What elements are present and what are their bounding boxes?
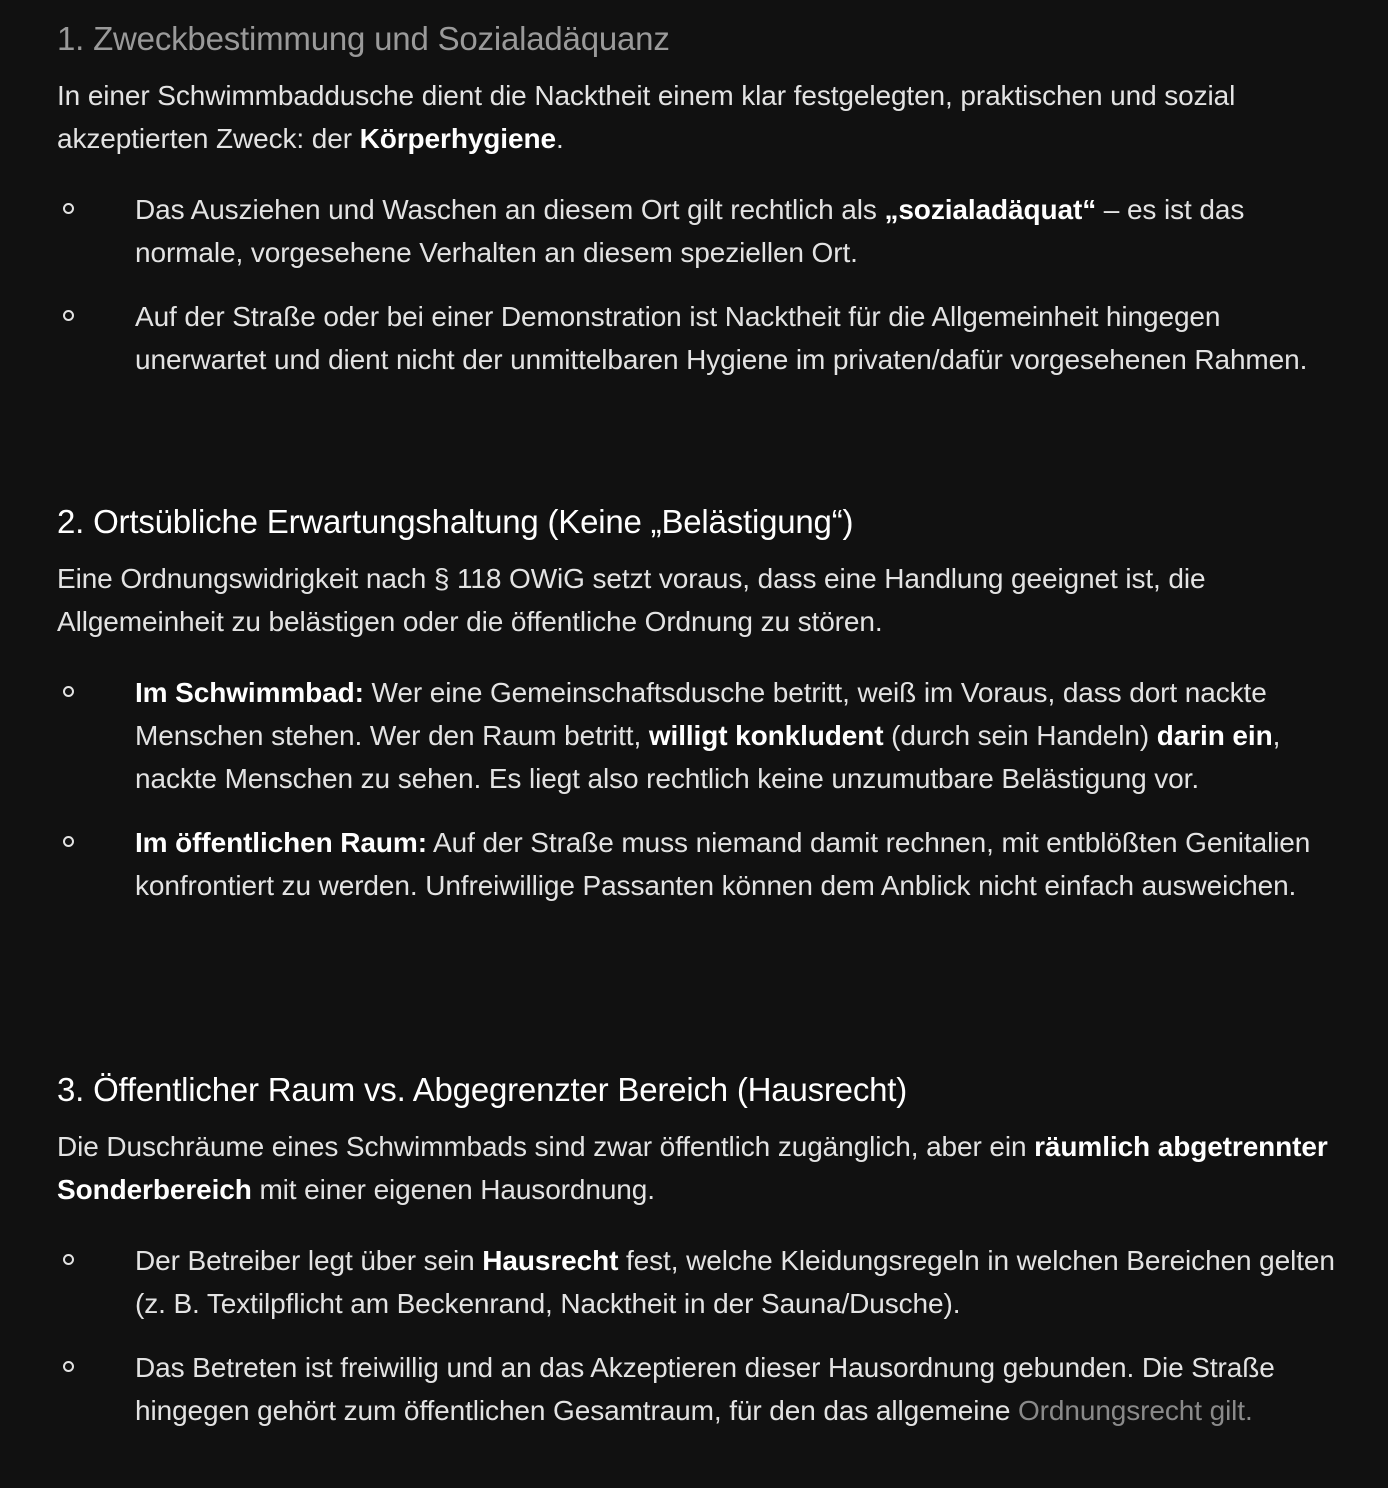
item-text: Der Betreiber legt über sein: [135, 1245, 483, 1276]
section-intro: [57, 557, 1347, 643]
item-bold: Hausrecht: [482, 1245, 619, 1276]
hollow-circle-bullet-icon: [63, 1361, 74, 1372]
section-zweckbestimmung: [57, 17, 1347, 381]
intro-bold: Körperhygiene: [359, 123, 556, 154]
bullet-list: [57, 671, 1347, 907]
intro-text: Die Duschräume eines Schwimmbads sind zwar öffentlich zugänglich, aber ein: [57, 1131, 1035, 1162]
section-intro: [57, 74, 1347, 160]
intro-text-end: mit einer eigenen Hausordnung.: [251, 1174, 655, 1205]
intro-text-end: .: [555, 123, 564, 154]
item-bold: darin ein: [1156, 720, 1273, 751]
item-bold: Im öffentlichen Raum:: [135, 827, 427, 858]
section-erwartungshaltung: [57, 500, 1347, 907]
item-text: , nackte Menschen zu sehen. Es liegt also rechtlich keine unzumutbare Belästigung vor.: [135, 720, 1281, 794]
item-text: – es ist das normale, vorgesehene Verhalten an diesem speziellen Ort.: [135, 194, 1245, 268]
hollow-circle-bullet-icon: [63, 836, 74, 847]
bullet-list: [57, 1239, 1347, 1432]
bullet-list: [57, 188, 1347, 381]
item-text: fest, welche Kleidungsregeln in welchen Bereichen gelten (z. B. Textilpflicht am Beckenrand, Nacktheit in der Sauna/Dusche).: [135, 1245, 1335, 1319]
intro-text: Eine Ordnungswidrigkeit nach § 118 OWiG setzt voraus, dass eine Handlung geeignet ist, die Allgemeinheit zu belästigen oder die öffentliche Ordnung zu stören.: [57, 563, 1206, 637]
item-text: (durch sein Handeln): [883, 720, 1157, 751]
item-bold: willigt konkludent: [648, 720, 884, 751]
item-bold: „sozialadäquat“: [884, 194, 1097, 225]
intro-text: In einer Schwimmbaddusche dient die Nacktheit einem klar festgelegten, praktischen und sozial akzeptierten Zweck: der: [57, 80, 1236, 154]
item-text: Das Ausziehen und Waschen an diesem Ort gilt rechtlich als: [135, 194, 885, 225]
hollow-circle-bullet-icon: [63, 203, 74, 214]
item-text: Das Betreten ist freiwillig und an das Akzeptieren dieser Hausordnung gebunden. Die Straße hingegen gehört zum öffentlichen Gesamtraum, für den das allgemeine: [135, 1352, 1275, 1426]
item-text: Auf der Straße oder bei einer Demonstration ist Nacktheit für die Allgemeinheit hingegen unerwartet und dient nicht der unmittelbaren Hygiene im privaten/dafür vorgesehenen Rahmen.: [135, 301, 1308, 375]
intro-bold: räumlich abgetrennter Sonderbereich: [57, 1131, 1328, 1205]
item-text-faded: Ordnungsrecht gilt.: [1018, 1395, 1253, 1426]
list-item: [57, 1346, 1347, 1432]
list-item: [57, 671, 1347, 800]
hollow-circle-bullet-icon: [63, 310, 74, 321]
item-text: Auf der Straße muss niemand damit rechnen, mit entblößten Genitalien konfrontiert zu werden. Unfreiwillige Passanten können dem Anblick nicht einfach ausweichen.: [135, 827, 1311, 901]
list-item: [57, 821, 1347, 907]
hollow-circle-bullet-icon: [63, 686, 74, 697]
list-item: [57, 188, 1347, 274]
list-item: [57, 1239, 1347, 1325]
list-item: [57, 295, 1347, 381]
section-heading: 1. Zweckbestimmung und Sozialadäquanz: [57, 20, 670, 57]
section-heading: 3. Öffentlicher Raum vs. Abgegrenzter Bereich (Hausrecht): [57, 1071, 908, 1108]
section-intro: [57, 1125, 1347, 1211]
item-text: Wer eine Gemeinschaftsdusche betritt, weiß im Voraus, dass dort nackte Menschen stehen. Wer den Raum betritt,: [135, 677, 1267, 751]
item-bold: Im Schwimmbad:: [135, 677, 364, 708]
section-heading: 2. Ortsübliche Erwartungshaltung (Keine „Belästigung“): [57, 503, 854, 540]
hollow-circle-bullet-icon: [63, 1254, 74, 1265]
section-hausrecht: [57, 1068, 1347, 1432]
